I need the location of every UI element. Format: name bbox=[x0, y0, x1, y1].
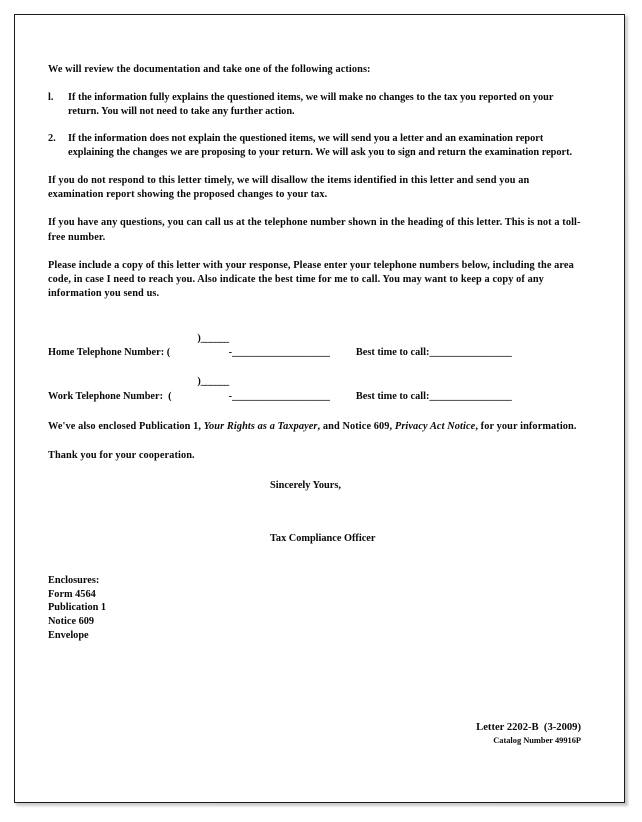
list-item: Envelope bbox=[48, 629, 89, 641]
numbered-action-list bbox=[48, 91, 584, 160]
signature-title: Tax Compliance Officer bbox=[270, 533, 376, 545]
letter-body bbox=[48, 63, 584, 642]
spacer bbox=[48, 546, 584, 574]
publication-1-title: Your Rights as a Taxpayer bbox=[203, 421, 318, 433]
table-row bbox=[48, 361, 512, 405]
paragraph-non-response: If you do not respond to this letter timely, we will disallow the items identified in this letter and send you an examination report showing the proposed changes to your tax. bbox=[48, 175, 530, 201]
area-code-rule: ______ bbox=[200, 332, 229, 344]
home-best-time-label: Best time to call: bbox=[355, 347, 430, 359]
list-item: Form 4564 bbox=[48, 588, 96, 600]
paren-close: ) bbox=[197, 332, 201, 344]
home-best-time-field[interactable]: ________________ bbox=[429, 347, 512, 359]
enclosures-heading: Enclosures: bbox=[48, 575, 100, 587]
list-item bbox=[48, 132, 584, 160]
table-row bbox=[48, 317, 512, 361]
paren-close: ) bbox=[197, 376, 201, 388]
paragraph-questions: If you have any questions, you can call us at the telephone number shown in the heading of this letter. This is not a toll-free number. bbox=[48, 217, 581, 243]
list-item-text: If the information fully explains the questioned items, we will make no changes to the tax you reported on your return. You will not need to take any further action. bbox=[68, 92, 554, 118]
letter-number: Letter 2202-B (3-2009) bbox=[476, 722, 581, 733]
spacer bbox=[48, 404, 584, 420]
column-spacer bbox=[330, 317, 356, 361]
telephone-fields-table bbox=[48, 317, 512, 404]
list-item bbox=[48, 91, 584, 119]
spacer bbox=[48, 435, 584, 449]
notice-609-title: Privacy Act Notice bbox=[394, 421, 476, 433]
spacer bbox=[48, 301, 584, 317]
home-phone-number-field[interactable]: ___________________ bbox=[232, 347, 330, 359]
list-marker: 2. bbox=[48, 132, 56, 144]
signature-space bbox=[270, 493, 584, 532]
spacer bbox=[48, 202, 584, 216]
work-phone-area-code-field[interactable] bbox=[172, 361, 229, 405]
page-footer bbox=[476, 721, 581, 746]
phone-dash: - bbox=[228, 390, 233, 402]
work-phone-number-field[interactable]: ___________________ bbox=[232, 390, 330, 402]
paragraph-include-copy: Please include a copy of this letter with your response, Please enter your telephone numbers below, including the area code, in case I need to reach you. Also indicate the best time for me to call. You may want to keep a copy of any information you send us. bbox=[48, 259, 574, 300]
signature-block bbox=[270, 479, 584, 546]
home-phone-area-code-field[interactable] bbox=[172, 317, 229, 361]
work-best-time-label: Best time to call: bbox=[355, 390, 430, 402]
work-best-time-field[interactable]: ________________ bbox=[429, 390, 512, 402]
enclosures-block bbox=[48, 574, 584, 642]
column-spacer bbox=[330, 361, 356, 405]
work-phone-label: Work Telephone Number: ( bbox=[48, 390, 172, 402]
signature-closing: Sincerely Yours, bbox=[270, 479, 341, 491]
home-phone-label: Home Telephone Number: ( bbox=[48, 347, 171, 359]
enclosed-middle: , and Notice 609, bbox=[317, 421, 395, 433]
phone-dash: - bbox=[228, 347, 233, 359]
enclosed-lead: We've also enclosed Publication 1, bbox=[48, 421, 204, 433]
list-marker: l. bbox=[48, 92, 54, 104]
enclosed-publications-paragraph bbox=[48, 420, 584, 434]
area-code-rule: ______ bbox=[200, 376, 229, 388]
list-item-text: If the information does not explain the questioned items, we will send you a letter and an examination report explaining the changes we are proposing to your return. We will ask you to sign and return the examination report. bbox=[68, 132, 573, 158]
letter-page bbox=[14, 14, 625, 803]
spacer bbox=[48, 463, 584, 479]
intro-paragraph: We will review the documentation and take one of the following actions: bbox=[48, 64, 371, 75]
list-item: Publication 1 bbox=[48, 602, 107, 614]
catalog-number: Catalog Number 49916P bbox=[493, 736, 581, 745]
enclosed-tail: , for your information. bbox=[475, 421, 577, 433]
list-item: Notice 609 bbox=[48, 616, 95, 628]
thank-you-paragraph: Thank you for your cooperation. bbox=[48, 449, 195, 461]
spacer bbox=[48, 245, 584, 259]
